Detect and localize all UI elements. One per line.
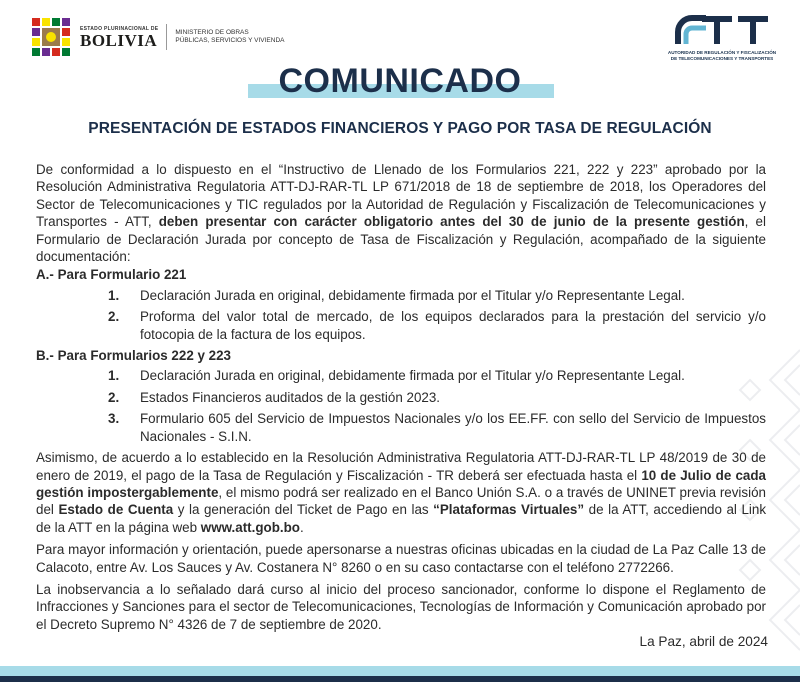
intro-paragraph	[36, 161, 766, 265]
list-item-number: 2.	[108, 389, 120, 405]
section-b-heading: B.- Para Formularios 222 y 223	[36, 348, 232, 364]
section-a-list	[36, 287, 766, 343]
page-subtitle: PRESENTACIÓN DE ESTADOS FINANCIEROS Y PAGO POR TASA DE REGULACIÓN	[88, 120, 712, 137]
list-item	[36, 308, 766, 343]
sanction-paragraph: La inobservancia a lo señalado dará curso al inicio del proceso sancionador, conforme lo dispone el Reglamento de Infracciones y Sanciones para el sector de Telecomunicaciones, Tecnologías de Información y Comunicación aprobado por el Decreto Supremo N° 4326 de 7 de septiembre de 2020.	[36, 581, 766, 632]
bolivia-emblem-icon	[28, 14, 74, 60]
section-b-list	[36, 367, 766, 445]
payment-deadline: 10 de Julio de cada gestión impostergablemente	[36, 467, 766, 500]
page-header	[0, 0, 800, 66]
list-item-text: Declaración Jurada en original, debidamente firmada por el Titular y/o Representante Legal.	[140, 287, 685, 303]
list-item	[36, 367, 766, 384]
info-paragraph: Para mayor información y orientación, puede apersonarse a nuestras oficinas ubicadas en la ciudad de La Paz Calle 13 de Calacoto, entre Av. Los Sauces y Av. Costanera N° 8260 o en su caso contactarse con el teléfono 2772266.	[36, 542, 766, 575]
intro-text-1: De conformidad a lo dispuesto en el “Instructivo de Llenado de los Formularios 221, 222 y 223” aprobado por la Resolución Administrativa Regulatoria ATT-DJ-RAR-TL LP 671/2018 de 18 de septiembre de 2018, los Operadores del Sector de Telecomunicaciones y TIC regulados por la Autoridad de Regulación y Fiscalización de Telecomunicaciones y Transportes - ATT,	[36, 162, 766, 230]
ministry-line-1: MINISTERIO DE OBRAS	[175, 29, 249, 36]
notice-body	[36, 161, 766, 633]
list-item-text: Estados Financieros auditados de la gestión 2023.	[140, 389, 441, 405]
list-item-text: Declaración Jurada en original, debidamente firmada por el Titular y/o Representante Legal.	[140, 368, 685, 384]
payment-text-2: , el mismo podrá ser realizado en el Banco Unión S.A. o a través de UNINET previa revisión del	[36, 484, 766, 518]
bolivia-small-text: ESTADO PLURINACIONAL DE	[80, 25, 159, 32]
intro-text-2: , el Formulario de Declaración Jurada por concepto de Tasa de Fiscalización y Regulación, acompañado de la siguiente documentación:	[36, 214, 766, 265]
section-a-heading: A.- Para Formulario 221	[36, 267, 187, 283]
list-item	[36, 410, 766, 445]
list-item-number: 1.	[108, 287, 120, 303]
bolivia-logo	[28, 14, 285, 60]
payment-text-3: y la generación del Ticket de Pago en las	[173, 502, 434, 518]
list-item	[36, 287, 766, 304]
ministry-name	[175, 29, 284, 45]
footer-light-bar	[0, 666, 800, 676]
list-item-text: Formulario 605 del Servicio de Impuestos Nacionales y/o los EE.FF. con sello del Servicio de Impuestos Nacionales - S.I.N.	[140, 411, 766, 444]
list-item-number: 3.	[108, 411, 120, 427]
virtual-platforms: “Plataformas Virtuales”	[433, 502, 585, 518]
account-statement: Estado de Cuenta	[58, 502, 174, 518]
bolivia-name: BOLIVIA	[80, 30, 158, 50]
payment-text-1: Asimismo, de acuerdo a lo establecido en la Resolución Administrativa Regulatoria ATT-DJ-RAR-TL LP 48/2019 de 30 de enero de 2019, el pago de la Tasa de Regulación y Fiscalización - TR deberá ser efectuada hasta el	[36, 450, 766, 483]
payment-text-4: de la ATT, accediendo al Link de la ATT en la página web	[36, 502, 767, 535]
list-item-text: Proforma del valor total de mercado, de los equipos declarados para la prestación del servicio y/o fotocopia de la factura de los equipos.	[140, 309, 766, 342]
att-website-link[interactable]: www.att.gob.bo	[200, 519, 300, 535]
att-logo-mark	[666, 16, 778, 46]
att-logo-icon	[666, 14, 778, 46]
title-block	[0, 60, 800, 104]
list-item-number: 2.	[108, 309, 120, 325]
place-date: La Paz, abril de 2024	[639, 634, 768, 649]
list-item-number: 1.	[108, 368, 120, 384]
payment-paragraph	[36, 449, 766, 536]
payment-text-5: .	[299, 519, 304, 535]
ministry-line-2: PÚBLICAS, SERVICIOS Y VIVIENDA	[175, 37, 285, 44]
list-item	[36, 389, 766, 406]
footer-dark-bar	[0, 676, 800, 682]
att-logo	[666, 16, 778, 61]
att-sub-line-2: DE TELECOMUNICACIONES Y TRANSPORTES	[670, 55, 774, 61]
logo-divider	[166, 24, 167, 50]
intro-bold-deadline: deben presentar con carácter obligatorio antes del 30 de junio de la presente gestión	[158, 214, 745, 230]
page-title: COMUNICADO	[278, 62, 522, 100]
att-sub-line-1: AUTORIDAD DE REGULACIÓN Y FISCALIZACIÓN	[667, 50, 777, 55]
